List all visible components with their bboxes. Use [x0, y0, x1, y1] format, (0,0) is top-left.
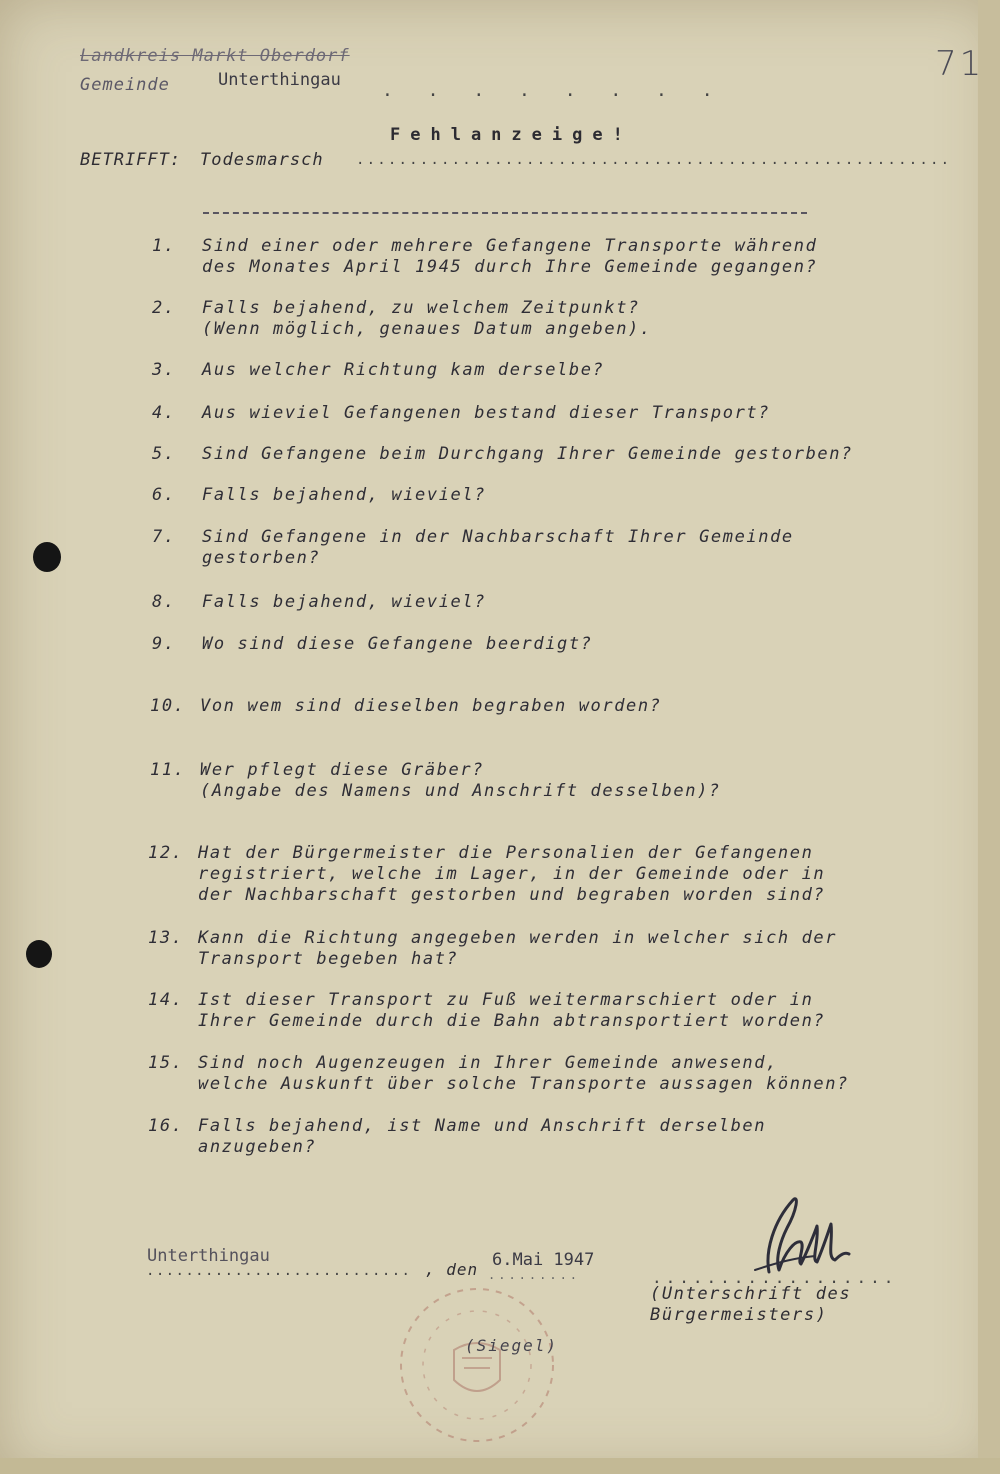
header-separator [203, 212, 807, 214]
betrifft-dots: ........................................................ [356, 152, 952, 168]
paper-edge-bottom [0, 1458, 1000, 1474]
footer-den: , den [425, 1260, 479, 1279]
footer-date: 6.Mai 1947 [492, 1250, 595, 1270]
betrifft-value: Todesmarsch [200, 150, 324, 170]
signature-caption-2: Bürgermeisters) [650, 1305, 828, 1325]
gemeinde-label: Gemeinde [80, 75, 170, 95]
seal-label: (Siegel) [465, 1336, 559, 1355]
paper-edge-right [978, 0, 1000, 1474]
signature-caption-1: (Unterschrift des [650, 1284, 852, 1304]
document-page: Landkreis Markt Oberdorf Gemeinde Unterthingau . . . . . . . . 71 Fehlanzeige! BETRIFFT: Todesmarsch ........................................................ 1. Sind einer oder mehrere Gefangene Transporte während des Monates April 1945 durch Ihre Gemeinde gegangen? 2. Falls bejahend, zu welchem Zeitpunkt? (Wenn möglich, genaues Datum angeben). 3. Aus welcher Richtung kam derselbe? 4. Aus wieviel Gefangenen bestand dieser Transport? 5. Sind Gefangene beim Durchgang Ihrer Gemeinde gestorben? 6. Falls bejahend, wieviel? 7. Sind Gefangene in der Nachbarschaft Ihrer Gemeinde gestorben? 8. Falls bejahend, wieviel? 9. Wo sind diese Gefangene beerdigt? 10. Von wem sind dieselben begraben worden? 11. Wer pflegt diese Gräber? (Angabe des Namens und Anschrift desselben)? 12. Hat der Bürgermeister die Personalien der Gefangenen registriert, welche im Lager, in der Gemeinde oder in der Nachbarschaft gestorben und begraben worden sind? 13. Kann die Richtung angegeben werden in welcher sich der Transport begeben hat? 14. Ist dieser Transport zu Fuß weitermarschiert oder in Ihrer Gemeinde durch die Bahn abtransportiert worden? 15. Sind noch Augenzeugen in Ihrer Gemeinde anwesend, welche Auskunft über solche Transporte aussagen können? 16. Falls bejahend, ist Name und Anschrift derselben anzugeben? Unterthingau ........................... , den 6.Mai 1947 ......... (Siegel) .................. (Unterschrift des Bürgermeisters) [0, 0, 1000, 1474]
signature-dots: .................. [652, 1268, 898, 1287]
footer-date-dots: ......... [488, 1268, 581, 1282]
landkreis-line: Landkreis Markt Oberdorf [80, 46, 350, 66]
page-number: 71 [935, 44, 985, 84]
gemeinde-value: Unterthingau [218, 70, 341, 90]
footer-place-dots: ........................... [146, 1263, 412, 1279]
punch-hole-lower [26, 940, 52, 968]
document-title: Fehlanzeige! [390, 125, 633, 145]
footer-place: Unterthingau [147, 1246, 270, 1266]
municipal-seal-stamp [392, 1280, 562, 1450]
gemeinde-dots: . . . . . . . . [382, 80, 725, 101]
betrifft-label: BETRIFFT: [80, 150, 182, 170]
punch-hole-upper [33, 542, 61, 572]
